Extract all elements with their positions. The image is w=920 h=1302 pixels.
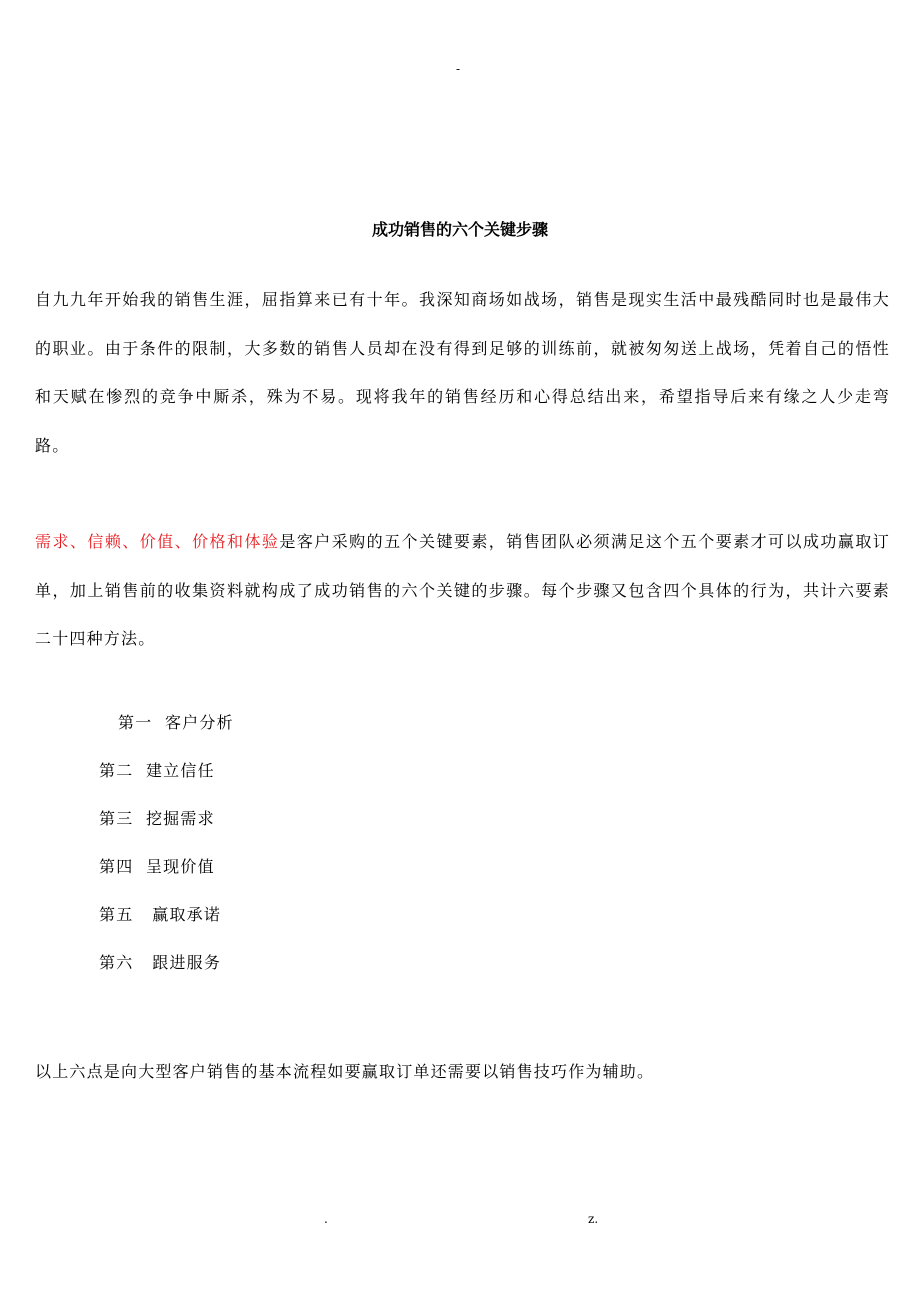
- step-item: 第四 呈现价值: [99, 857, 215, 876]
- step-item: 第二 建立信任: [99, 761, 215, 780]
- intro-paragraph: 自九九年开始我的销售生涯，屈指算来已有十年。我深知商场如战场，销售是现实生活中最残酷同时也是最伟大的职业。由于条件的限制，大多数的销售人员却在没有得到足够的训练前，就被匆匆送上战场，凭着自己的悟性和天赋在惨烈的竞争中厮杀，殊为不易。现将我年的销售经历和心得总结出来，希望指导后来有缘之人少走弯路。: [35, 290, 890, 455]
- elements-paragraph-rest: 是客户采购的五个关键要素，销售团队必须满足这个五个要素才可以成功赢取订单，加上销售前的收集资料就构成了成功销售的六个关键的步骤。每个步骤又包含四个具体的行为，共计六要素二十四种方法。: [35, 532, 890, 648]
- step-item: 第一 客户分析: [118, 713, 234, 732]
- header-mark: -: [456, 62, 461, 76]
- step-item: 第六 跟进服务: [99, 953, 222, 972]
- step-item: 第三 挖掘需求: [99, 809, 215, 828]
- highlighted-elements: 需求、信赖、价值、价格和体验: [35, 532, 280, 551]
- footer-right-mark: z.: [588, 1212, 599, 1226]
- conclusion-paragraph: 以上六点是向大型客户销售的基本流程如要赢取订单还需要以销售技巧作为辅助。: [35, 1062, 655, 1081]
- footer-left-mark: .: [324, 1212, 328, 1226]
- elements-paragraph: [35, 518, 890, 664]
- step-item: 第五 赢取承诺: [99, 905, 222, 924]
- document-title: 成功销售的六个关键步骤: [371, 220, 548, 239]
